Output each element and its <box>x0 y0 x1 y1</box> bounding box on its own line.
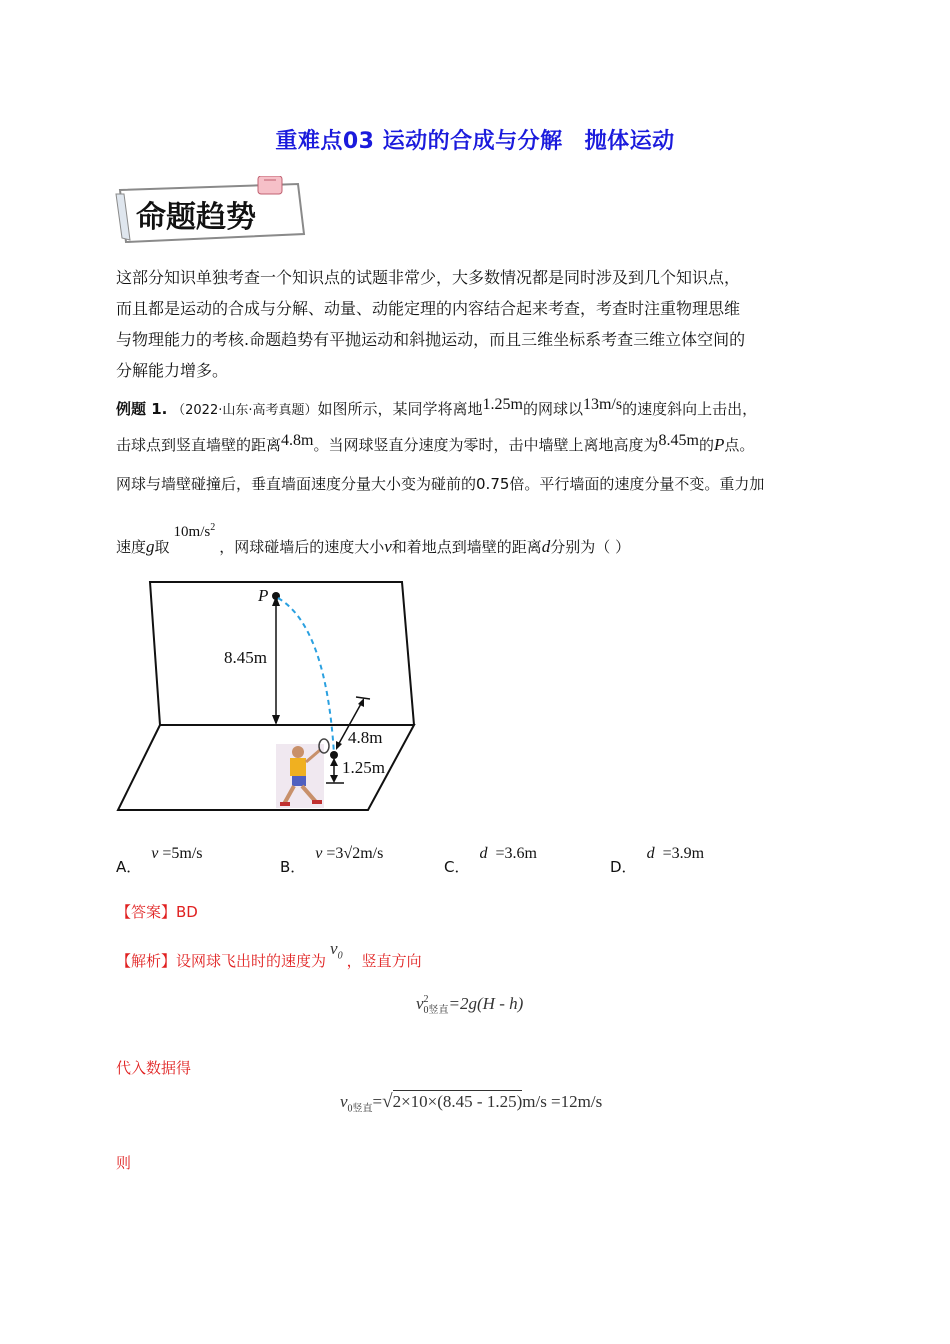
option-letter: C． <box>444 858 470 876</box>
section-banner <box>112 176 312 248</box>
figure-p-label: P <box>258 586 269 605</box>
figure-h0-label: 1.25m <box>342 758 385 777</box>
substitute-text: 代入数据得 <box>116 1059 192 1077</box>
example-text: 和着地点到墙壁的距离 <box>391 538 542 556</box>
g-symbol: g <box>146 537 155 556</box>
v-symbol: v <box>384 537 392 556</box>
eq-subscript: 0竖直 <box>347 1103 373 1115</box>
example-label: 例题 1. <box>116 400 168 418</box>
point-height-value: 8.45m <box>658 432 699 449</box>
wall-outline <box>150 582 414 725</box>
option-expr: =3.9m <box>662 845 705 862</box>
option-letter: A． <box>116 858 142 876</box>
answer-label: 【答案】 <box>116 903 177 921</box>
example-text: 点。 <box>724 436 755 454</box>
option-expr: =3.6m <box>495 845 537 862</box>
eq-symbol: v <box>340 1092 348 1111</box>
example-text: 速度 <box>116 538 147 556</box>
example-text: 取 <box>154 538 170 556</box>
gravity-value: $10m/s^2$ <box>173 522 216 540</box>
example-text: 。当网球竖直分速度为零时，击中墙壁上离地高度为 <box>313 436 659 454</box>
eq-scripts: 2 0竖直 <box>423 994 449 1017</box>
v0-symbol: $v_0$ <box>330 939 343 962</box>
sqrt-icon: √ <box>382 1091 393 1112</box>
intro-paragraph <box>116 262 840 386</box>
example-text: 的 <box>698 436 714 454</box>
wall-court-diagram <box>112 574 432 816</box>
height-value: 1.25m <box>482 396 523 413</box>
eq-equals: = <box>372 1092 383 1111</box>
option-var: v <box>315 845 323 862</box>
intro-line: 与物理能力的考核.命题趋势有平抛运动和斜抛运动，而且三维坐标系考查三维立体空间的 <box>116 330 746 349</box>
ball-trajectory <box>278 598 334 754</box>
answer-value: BD <box>176 903 198 921</box>
intro-line: 分解能力增多。 <box>116 361 229 380</box>
option-var: d <box>479 845 488 862</box>
example-source: （2022·山东·高考真题） <box>172 403 318 418</box>
question-figure <box>112 574 432 816</box>
example-text: 的网球以 <box>522 400 583 418</box>
intro-line: 而且都是运动的合成与分解、动量、动能定理的内容结合起来考查，考查时注重物理思维 <box>116 299 741 318</box>
eq-rhs: =2g(H - h) <box>448 994 524 1013</box>
example-line-2 <box>116 434 754 455</box>
banner-text: 命题趋势 <box>136 200 256 235</box>
example-text: 击球点到竖直墙壁的距离 <box>116 436 282 454</box>
title-part1: 重难点03 运动的合成与分解 <box>275 129 563 154</box>
option-b[interactable] <box>280 842 384 876</box>
point-p-symbol: P <box>713 435 725 454</box>
analysis-line <box>116 939 422 973</box>
arrow-down-icon <box>330 775 338 783</box>
paper-clip-icon <box>258 176 282 194</box>
arrow-tip-icon <box>358 698 364 707</box>
option-d[interactable] <box>610 842 705 876</box>
example-text: 分别为（ ） <box>550 538 631 556</box>
speed-value: 13m/s <box>582 396 623 413</box>
eq-rest: m/s =12m/s <box>522 1092 603 1111</box>
tennis-player-icon <box>276 739 329 808</box>
answer-line <box>116 901 198 922</box>
example-text: 的速度斜向上击出， <box>622 400 758 418</box>
option-a[interactable] <box>116 842 203 876</box>
figure-height-label: 8.45m <box>224 648 267 667</box>
option-expr: =5m/s <box>162 845 203 862</box>
analysis-label: 【解析】 <box>116 952 177 970</box>
arrow-up-icon <box>330 758 338 766</box>
analysis-text: ，竖直方向 <box>346 952 422 970</box>
option-var: d <box>646 845 655 862</box>
ball-marker <box>330 751 338 759</box>
intro-line: 这部分知识单独考查一个知识点的试题非常少，大多数情况都是同时涉及到几个知识点， <box>116 268 741 287</box>
option-expr: =3√2m/s <box>326 845 384 862</box>
equation-1 <box>416 994 523 1016</box>
example-line-3: 网球与墙壁碰撞后，垂直墙面速度分量大小变为碰前的0.75倍。平行墙面的速度分量不变。重力加 <box>116 475 765 493</box>
example-line-4 <box>116 522 631 557</box>
then-text: 则 <box>116 1154 132 1172</box>
analysis-text: 设网球飞出时的速度为 <box>176 952 327 970</box>
d-symbol: d <box>541 537 551 556</box>
eq-symbol: v <box>416 994 424 1013</box>
page-title <box>0 124 950 155</box>
figure-distance-label: 4.8m <box>348 728 383 747</box>
example-text: 如图所示，某同学将离地 <box>317 400 483 418</box>
option-var: v <box>151 845 159 862</box>
distance-value: 4.8m <box>281 432 314 449</box>
option-c[interactable] <box>444 842 537 876</box>
equation-2 <box>340 1091 602 1114</box>
option-letter: D． <box>610 858 637 876</box>
example-line-1 <box>116 398 757 419</box>
eq-radicand: 2×10×(8.45 - 1.25) <box>392 1092 523 1111</box>
option-letter: B． <box>280 858 306 876</box>
arrow-down-icon <box>272 715 280 725</box>
example-text: ，网球碰墙后的速度大小 <box>219 538 385 556</box>
title-part2: 抛体运动 <box>584 129 675 154</box>
